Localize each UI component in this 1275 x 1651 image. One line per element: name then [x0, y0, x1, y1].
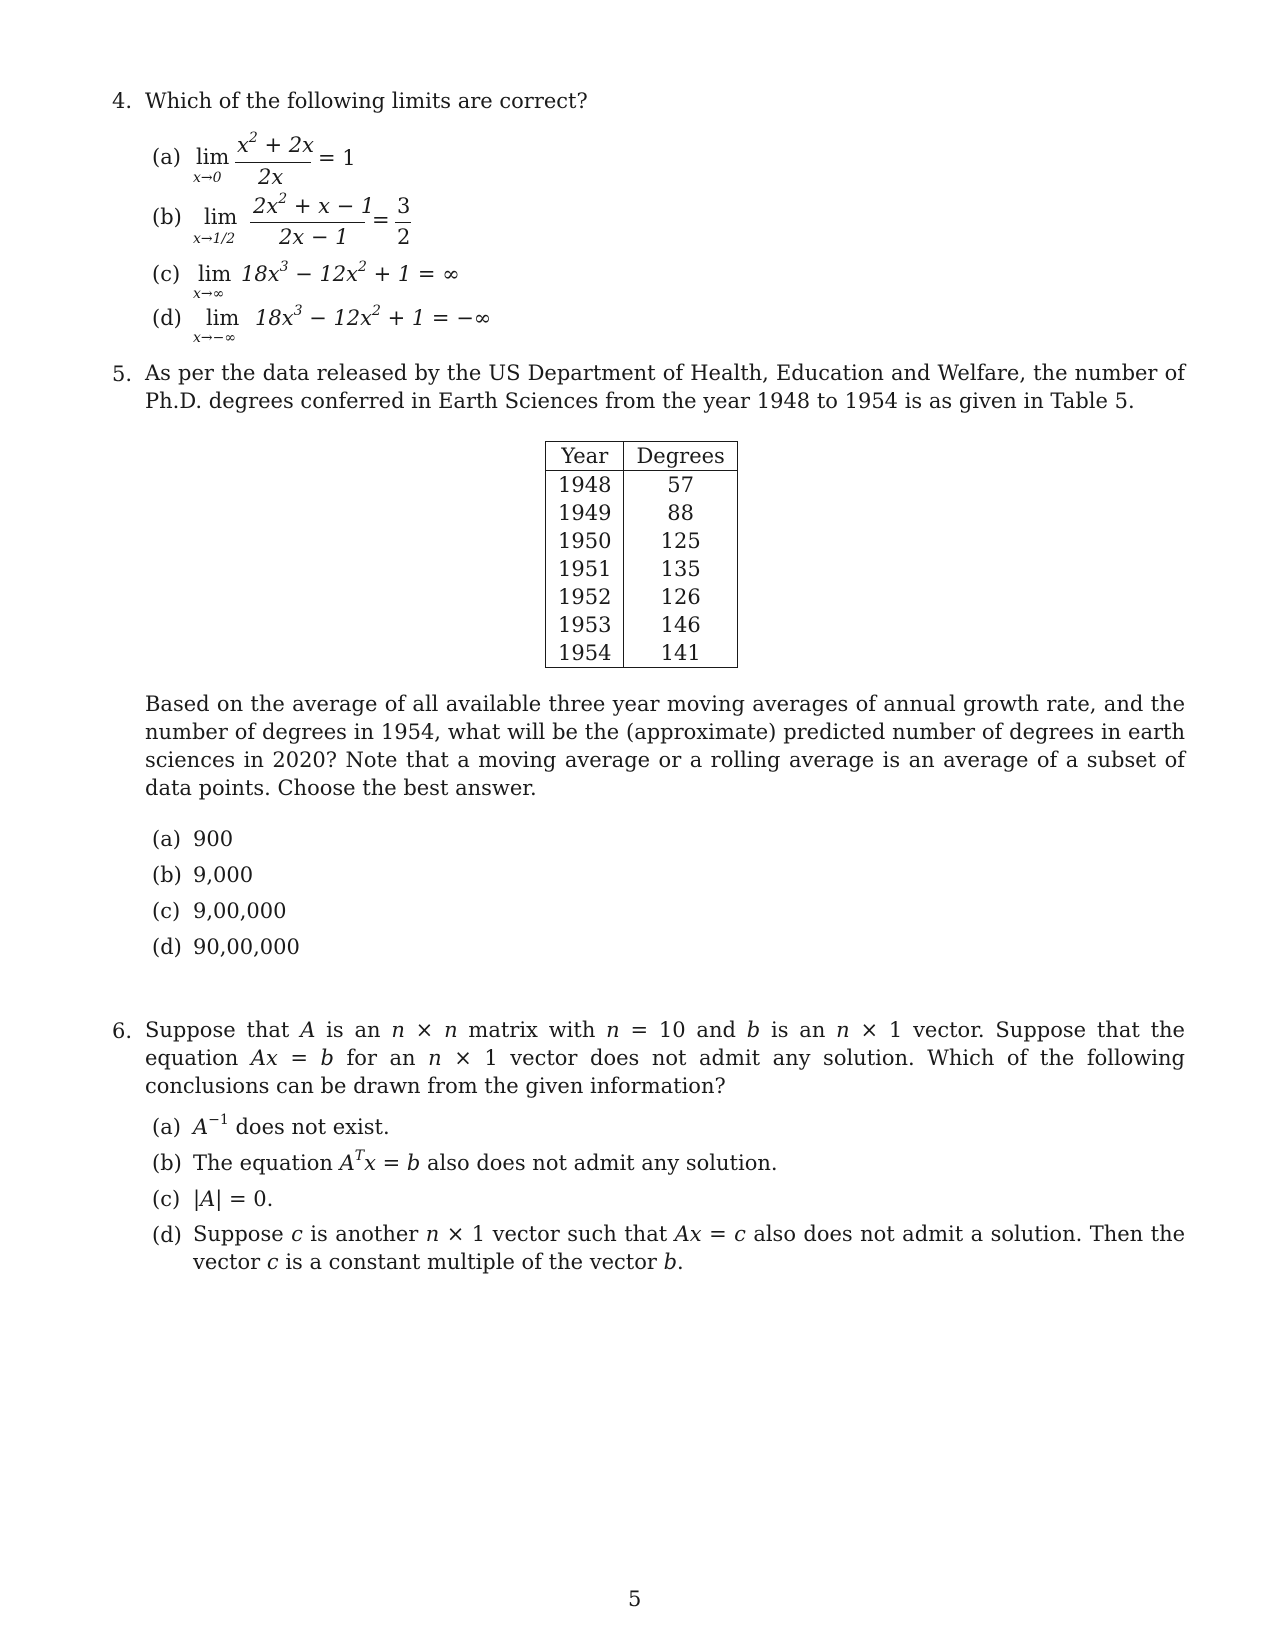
option-text: 90,00,000 [193, 935, 300, 959]
fraction-bar [235, 162, 311, 163]
option-label: (d) [152, 1223, 182, 1247]
option-text: 9,00,000 [193, 899, 287, 923]
page-number: 5 [628, 1587, 642, 1611]
option-label: (d) [152, 306, 182, 330]
year-cell: 1949 [546, 499, 624, 527]
limit-expression: $18x^3 - 12x^2 + 1$ = −∞ [255, 303, 492, 330]
year-cell: 1948 [546, 471, 624, 500]
year-cell: 1954 [546, 639, 624, 668]
option-label: (c) [152, 899, 181, 923]
year-cell: 1951 [546, 555, 624, 583]
lim-operator: lim [196, 145, 230, 169]
degrees-cell: 57 [667, 473, 695, 497]
limit-expression: $18x^3 - 12x^2 + 1$ = ∞ [241, 259, 460, 286]
equals-sign: = [372, 208, 390, 232]
year-cell: 1950 [546, 527, 624, 555]
option-text: $A^{-1}$ does not exist. [193, 1112, 390, 1139]
degrees-cell: 141 [660, 641, 701, 665]
option-text: 9,000 [193, 863, 254, 887]
degrees-table [545, 441, 738, 668]
table-header-row [546, 442, 738, 471]
equation-rhs: = 1 [318, 146, 356, 170]
fraction-numerator: $x^2 + 2x$ [237, 130, 314, 157]
rhs-numerator: 3 [397, 194, 411, 218]
fraction-numerator: $2x^2 + x - 1$ [253, 191, 375, 218]
lim-subscript: x→1/2 [193, 231, 236, 247]
lim-operator: lim [198, 262, 232, 286]
lim-operator: lim [204, 205, 238, 229]
table-row [546, 555, 738, 583]
degrees-cell: 88 [667, 501, 695, 525]
year-cell: 1953 [546, 611, 624, 639]
option-label: (c) [152, 1187, 181, 1211]
table-row [546, 499, 738, 527]
lim-subscript: x→∞ [193, 286, 225, 302]
q6-number: 6. [112, 1019, 133, 1043]
year-cell: 1952 [546, 583, 624, 611]
degrees-cell: 135 [660, 557, 701, 581]
degrees-cell: 146 [660, 613, 701, 637]
table-row [546, 527, 738, 555]
option-label: (a) [152, 1115, 181, 1139]
q4-text: Which of the following limits are correct? [145, 89, 588, 113]
table-row [546, 471, 738, 500]
option-label: (a) [152, 145, 181, 169]
q4-number: 4. [112, 89, 133, 113]
option-label: (b) [152, 863, 182, 887]
fraction-denominator: 2x − 1 [279, 225, 349, 249]
table-row [546, 639, 738, 668]
q5-number: 5. [112, 362, 133, 386]
option-text: The equation $A^Tx = b$ also does not admit any solution. [193, 1148, 778, 1175]
rhs-denominator: 2 [397, 225, 411, 249]
fraction-denominator: 2x [258, 165, 284, 189]
option-label: (b) [152, 205, 182, 229]
fraction-bar [250, 222, 365, 223]
q6-text: Suppose that A is an n × n matrix with n = 10 and b is an n × 1 vector. Suppose that the equation Ax = b for an n × 1 vector does not admit any solution. Which of the following conclusions can be drawn from the given information? [145, 1018, 1185, 1098]
rhs-fraction-bar [395, 222, 411, 223]
option-label: (b) [152, 1151, 182, 1175]
q5-body: Based on the average of all available three year moving averages of annual growth rate, and the number of degrees in 1954, what will be the (approximate) predicted number of degrees in earth sciences in 2020? Note that a moving average or a rolling average is an average of a subset of data points. Choose the best answer. [145, 692, 1185, 800]
option-text: |A| = 0. [193, 1187, 274, 1211]
column-header-year: Year [546, 442, 624, 471]
lim-operator: lim [206, 306, 240, 330]
table-row [546, 583, 738, 611]
option-label: (c) [152, 262, 181, 286]
option-text: Suppose c is another n × 1 vector such that Ax = c also does not admit a solution. Then the vector c is a constant multiple of the vector b. [193, 1222, 1186, 1274]
lim-subscript: x→−∞ [193, 330, 237, 346]
degrees-cell: 126 [660, 585, 701, 609]
option-label: (d) [152, 935, 182, 959]
q5-intro: As per the data released by the US Department of Health, Education and Welfare, the number of Ph.D. degrees conferred in Earth Sciences from the year 1948 to 1954 is as given in Table 5. [145, 361, 1185, 413]
option-text: 900 [193, 827, 234, 851]
column-header-degrees: Degrees [624, 442, 737, 471]
option-label: (a) [152, 827, 181, 851]
table-row [546, 611, 738, 639]
degrees-cell: 125 [660, 529, 701, 553]
lim-subscript: x→0 [193, 170, 222, 186]
